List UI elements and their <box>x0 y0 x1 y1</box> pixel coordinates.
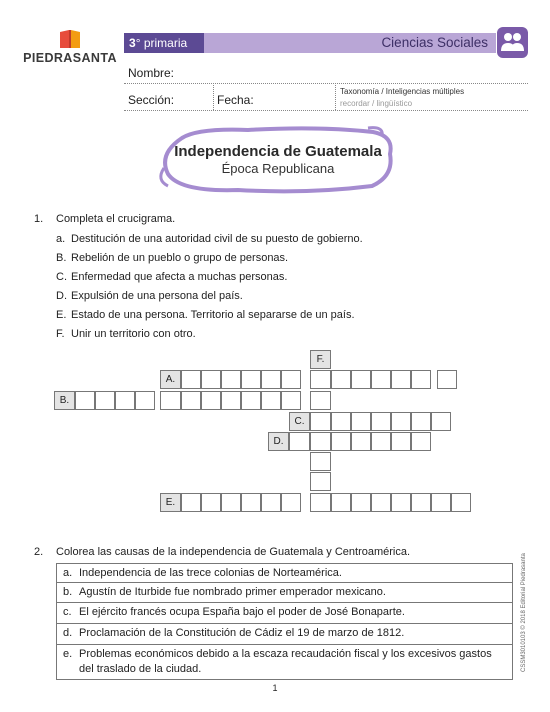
crossword-cell[interactable] <box>310 391 331 410</box>
q1-item-letter: E. <box>56 309 67 321</box>
crossword-cell[interactable] <box>351 370 371 389</box>
page-title: Independencia de Guatemala <box>174 143 382 160</box>
crossword-cell[interactable] <box>221 370 241 389</box>
crossword-cell[interactable] <box>75 391 95 410</box>
crossword-cell[interactable] <box>281 391 301 410</box>
crossword-cell[interactable] <box>331 370 351 389</box>
page-number: 1 <box>272 683 278 693</box>
crossword-cell[interactable] <box>310 493 331 512</box>
crossword-cell[interactable] <box>310 452 331 471</box>
q1-item-letter: D. <box>56 290 67 302</box>
crossword-cell[interactable] <box>371 412 391 431</box>
crossword-cell[interactable] <box>351 493 371 512</box>
crossword-cell[interactable] <box>437 370 457 389</box>
crossword-cell[interactable] <box>201 391 221 410</box>
row-text: Problemas económicos debido a la escaza recaudación fiscal y los excesivos gastos del traslado de la ciudad. <box>79 648 492 675</box>
side-copyright-code: CSSM3010103 © 2018 Editorial Piedrasanta <box>521 553 527 672</box>
taxonomy-label: Taxonomía / Inteligencias múltiples <box>340 87 465 96</box>
row-letter: e. <box>63 648 73 660</box>
q1-item-text: Destitución de una autoridad civil de su puesto de gobierno. <box>71 233 363 245</box>
row-letter: a. <box>63 567 73 579</box>
cause-row-a[interactable] <box>56 563 513 583</box>
row-text: Proclamación de la Constitución de Cádiz el 19 de marzo de 1812. <box>79 627 405 639</box>
cause-row-e[interactable] <box>56 645 513 680</box>
crossword-cell[interactable] <box>391 493 411 512</box>
seccion-label: Sección: <box>128 93 175 107</box>
crossword-cell[interactable] <box>331 432 351 451</box>
crossword-cell[interactable] <box>371 370 391 389</box>
crossword-label-f: F. <box>310 350 331 369</box>
crossword-cell[interactable] <box>411 432 431 451</box>
crossword-cell[interactable] <box>135 391 155 410</box>
crossword-label-c: C. <box>289 412 310 431</box>
row-letter: b. <box>63 586 73 598</box>
crossword-cell[interactable] <box>310 432 331 451</box>
crossword-cell[interactable] <box>281 370 301 389</box>
crossword-cell[interactable] <box>281 493 301 512</box>
crossword-label-d: D. <box>268 432 289 451</box>
crossword-cell[interactable] <box>391 412 411 431</box>
crossword-cell[interactable] <box>310 472 331 491</box>
crossword-cell[interactable] <box>411 412 431 431</box>
crossword-cell[interactable] <box>431 493 451 512</box>
q1-item-letter: a. <box>56 233 66 245</box>
crossword-cell[interactable] <box>351 432 371 451</box>
crossword-cell[interactable] <box>221 391 241 410</box>
crossword-label-a: A. <box>160 370 181 389</box>
crossword-cell[interactable] <box>310 370 331 389</box>
crossword-cell[interactable] <box>391 432 411 451</box>
brand-logo-text: PIEDRASANTA <box>23 51 117 65</box>
crossword-cell[interactable] <box>201 493 221 512</box>
crossword-cell[interactable] <box>411 493 431 512</box>
crossword-cell[interactable] <box>391 370 411 389</box>
q1-item-text: Rebelión de un pueblo o grupo de personas. <box>71 252 289 264</box>
row-text: Agustín de Iturbide fue nombrado primer emperador mexicano. <box>79 586 386 598</box>
crossword-cell[interactable] <box>331 493 351 512</box>
crossword-label-b: B. <box>54 391 75 410</box>
crossword-cell[interactable] <box>241 493 261 512</box>
fecha-label: Fecha: <box>217 93 254 107</box>
crossword-cell[interactable] <box>201 370 221 389</box>
crossword-cell[interactable] <box>181 391 201 410</box>
q2-prompt: Colorea las causas de la independencia de Guatemala y Centroamérica. <box>56 546 411 558</box>
q1-item-text: Expulsión de una persona del país. <box>71 290 243 302</box>
grade-number: 3 <box>129 36 136 50</box>
q1-item-letter: C. <box>56 271 67 283</box>
subject-band: Ciencias Sociales <box>204 33 496 53</box>
row-text: El ejército francés ocupa España bajo el poder de José Bonaparte. <box>79 606 405 618</box>
row-letter: c. <box>63 606 72 618</box>
crossword-cell[interactable] <box>261 391 281 410</box>
crossword-cell[interactable] <box>261 493 281 512</box>
crossword-cell[interactable] <box>160 391 181 410</box>
crossword-cell[interactable] <box>310 412 331 431</box>
q1-number: 1. <box>34 213 44 225</box>
page-subtitle: Época Republicana <box>221 161 335 176</box>
crossword-cell[interactable] <box>351 412 371 431</box>
crossword-cell[interactable] <box>451 493 471 512</box>
q2-number: 2. <box>34 546 44 558</box>
nombre-label: Nombre: <box>128 66 175 80</box>
q1-item-text: Enfermedad que afecta a muchas personas. <box>71 271 288 283</box>
cause-row-b[interactable] <box>56 583 513 603</box>
q1-prompt: Completa el crucigrama. <box>56 213 176 225</box>
crossword-cell[interactable] <box>95 391 115 410</box>
crossword-cell[interactable] <box>115 391 135 410</box>
row-letter: d. <box>63 627 73 639</box>
crossword-cell[interactable] <box>181 493 201 512</box>
cause-row-d[interactable] <box>56 624 513 645</box>
crossword-cell[interactable] <box>411 370 431 389</box>
q1-item-letter: B. <box>56 252 67 264</box>
crossword-cell[interactable] <box>431 412 451 431</box>
crossword-cell[interactable] <box>241 391 261 410</box>
taxonomy-values: recordar / lingüístico <box>340 99 413 108</box>
crossword-cell[interactable] <box>221 493 241 512</box>
q1-item-letter: F. <box>56 328 65 340</box>
row-text: Independencia de las trece colonias de Norteamérica. <box>79 567 342 579</box>
crossword-cell[interactable] <box>289 432 310 451</box>
crossword-cell[interactable] <box>241 370 261 389</box>
crossword-cell[interactable] <box>331 412 351 431</box>
crossword-cell[interactable] <box>181 370 201 389</box>
crossword-cell[interactable] <box>371 493 391 512</box>
crossword-cell[interactable] <box>261 370 281 389</box>
q1-item-text: Unir un territorio con otro. <box>71 328 196 340</box>
crossword-label-e: E. <box>160 493 181 512</box>
cause-row-c[interactable] <box>56 603 513 624</box>
grade-suffix: ° primaria <box>135 36 188 50</box>
q1-item-text: Estado de una persona. Territorio al separarse de un país. <box>71 309 355 321</box>
crossword-cell[interactable] <box>371 432 391 451</box>
